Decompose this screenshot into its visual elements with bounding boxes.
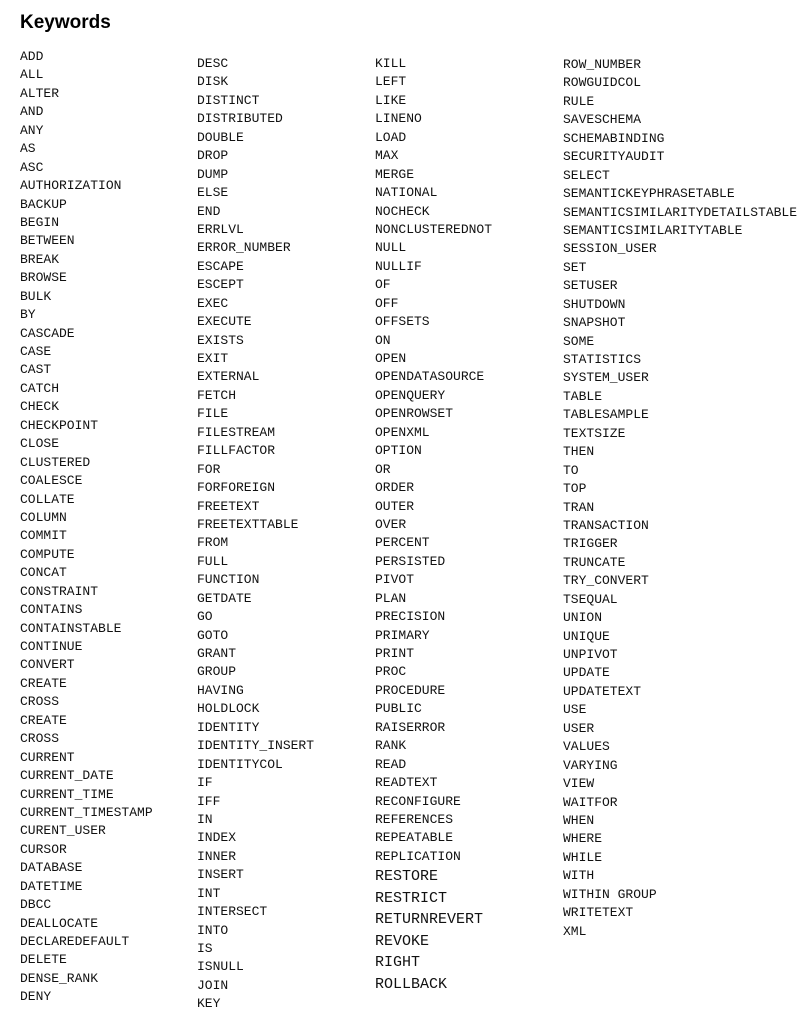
keyword-item: CURRENT_TIME: [20, 786, 114, 802]
keyword-column-2: [197, 55, 314, 1014]
keyword-item: CONVERT: [20, 657, 75, 673]
keyword-item: SNAPSHOT: [563, 315, 626, 331]
keyword-item: TRUNCATE: [563, 554, 626, 570]
keyword-item: PERCENT: [375, 535, 430, 551]
keyword-item: INNER: [197, 848, 237, 864]
keyword-item: WRITETEXT: [563, 905, 634, 921]
keyword-item: WHILE: [563, 849, 603, 865]
keyword-item: RULE: [563, 93, 595, 109]
keyword-item: CONTAINS: [20, 602, 83, 618]
keyword-item: FILE: [197, 406, 229, 422]
keyword-item: EXEC: [197, 295, 229, 311]
keyword-item: EXECUTE: [197, 314, 252, 330]
keyword-item: COALESCE: [20, 473, 83, 489]
keyword-item: RETURNREVERT: [375, 911, 484, 929]
keyword-item: CREATE: [20, 712, 67, 728]
keyword-item: AUTHORIZATION: [20, 178, 122, 194]
keyword-item: INTO: [197, 922, 229, 938]
keyword-item: PIVOT: [375, 572, 415, 588]
keyword-item: KILL: [375, 56, 407, 71]
keyword-item: SAVESCHEMA: [563, 112, 642, 128]
keyword-item: IN: [197, 811, 213, 827]
keyword-item: VARYING: [563, 757, 618, 773]
keyword-item: CURSOR: [20, 841, 67, 857]
keyword-item: PUBLIC: [375, 701, 422, 717]
keyword-item: OPENROWSET: [375, 406, 454, 422]
keyword-item: TRIGGER: [563, 536, 618, 552]
keyword-column-3: [375, 55, 492, 866]
keyword-item: DISTINCT: [197, 92, 260, 108]
keyword-item: STATISTICS: [563, 352, 642, 367]
keyword-item: SCHEMABINDING: [563, 130, 665, 146]
keyword-item: READTEXT: [375, 775, 438, 791]
keyword-item: OPEN: [375, 351, 407, 366]
keyword-item: ESCEPT: [197, 277, 244, 293]
keyword-item: ALL: [20, 67, 44, 83]
keyword-item: OF: [375, 277, 391, 293]
keyword-item: AS: [20, 141, 36, 157]
keyword-item: GETDATE: [197, 590, 252, 606]
keyword-item: SEMANTICKEYPHRASETABLE: [563, 186, 735, 202]
keyword-item: HAVING: [197, 682, 244, 698]
keyword-item: CHECKPOINT: [20, 417, 99, 433]
keyword-item: CONSTRAINT: [20, 583, 99, 599]
keyword-item: FUNCTION: [197, 572, 260, 588]
keyword-item: TABLE: [563, 388, 603, 404]
keyword-item: RESTRICT: [375, 889, 448, 907]
keyword-item: DENSE_RANK: [20, 970, 99, 986]
keyword-item: ESCAPE: [197, 258, 244, 274]
keyword-item: FREETEXT: [197, 498, 260, 514]
keyword-item: SEMANTICSIMILARITYTABLE: [563, 222, 743, 238]
keyword-item: TO: [563, 462, 579, 478]
keyword-column-3-large: [375, 866, 483, 996]
keyword-item: ORDER: [375, 480, 415, 496]
keyword-item: LOAD: [375, 129, 407, 145]
keyword-item: ALTER: [20, 85, 60, 101]
keyword-item: WAITFOR: [563, 794, 618, 810]
keyword-item: AND: [20, 104, 44, 120]
keyword-item: NONCLUSTEREDNOT: [375, 221, 493, 237]
keyword-item: DOUBLE: [197, 129, 244, 145]
keyword-item: DATETIME: [20, 878, 83, 894]
keyword-item: WHEN: [563, 812, 595, 828]
keyword-item: CROSS: [20, 731, 60, 747]
keyword-item: TSEQUAL: [563, 591, 618, 607]
keyword-item: UNIQUE: [563, 628, 610, 644]
keyword-item: BY: [20, 307, 36, 323]
keyword-item: PRINT: [375, 646, 415, 661]
keyword-item: IDENTITYCOL: [197, 756, 283, 772]
keyword-item: RIGHT: [375, 954, 421, 972]
keyword-item: TABLESAMPLE: [563, 407, 649, 423]
keyword-item: OVER: [375, 516, 407, 532]
keyword-item: UPDATETEXT: [563, 683, 642, 699]
keyword-item: CROSS: [20, 694, 60, 710]
keyword-item: ADD: [20, 49, 44, 64]
keyword-item: DATABASE: [20, 860, 83, 876]
keyword-item: FORFOREIGN: [197, 480, 276, 496]
keyword-item: FULL: [197, 553, 229, 569]
keyword-item: DROP: [197, 148, 229, 164]
keyword-item: OFF: [375, 295, 399, 311]
keyword-item: PLAN: [375, 590, 407, 606]
keyword-item: PERSISTED: [375, 553, 446, 569]
keyword-item: CATCH: [20, 380, 60, 396]
keyword-item: CASE: [20, 344, 52, 359]
keyword-item: DENY: [20, 989, 52, 1005]
keyword-item: NULLIF: [375, 258, 422, 274]
keyword-item: INDEX: [197, 830, 237, 846]
keyword-item: EXIT: [197, 351, 229, 366]
keyword-item: SHUTDOWN: [563, 296, 626, 312]
keyword-item: GOTO: [197, 627, 229, 643]
keyword-item: MAX: [375, 148, 399, 164]
keyword-item: NOCHECK: [375, 203, 430, 219]
keyword-item: EXTERNAL: [197, 369, 260, 385]
keyword-item: FETCH: [197, 387, 237, 403]
keyword-item: FREETEXTTABLE: [197, 516, 299, 532]
keyword-item: ANY: [20, 122, 44, 138]
keyword-item: DISTRIBUTED: [197, 111, 283, 127]
keyword-item: MERGE: [375, 166, 415, 182]
keyword-item: CONTINUE: [20, 639, 83, 654]
keyword-item: ROWGUIDCOL: [563, 75, 642, 91]
keyword-item: NATIONAL: [375, 185, 438, 201]
keyword-item: TRANSACTION: [563, 517, 649, 533]
keyword-item: SELECT: [563, 167, 610, 183]
keyword-item: COLUMN: [20, 509, 67, 525]
keyword-item: TRY_CONVERT: [563, 573, 649, 589]
keyword-item: UNPIVOT: [563, 647, 618, 662]
keyword-item: FOR: [197, 461, 221, 477]
keyword-item: WITH: [563, 868, 595, 884]
keyword-item: CONTAINSTABLE: [20, 620, 122, 636]
keyword-item: HOLDLOCK: [197, 701, 260, 717]
keyword-item: INTERSECT: [197, 904, 268, 920]
keyword-item: ERRLVL: [197, 221, 244, 237]
keyword-item: TEXTSIZE: [563, 425, 626, 441]
keyword-item: DELETE: [20, 952, 67, 968]
keyword-item: VALUES: [563, 739, 610, 755]
keyword-item: WHERE: [563, 831, 603, 847]
keyword-item: ON: [375, 332, 391, 348]
keyword-item: JOIN: [197, 977, 229, 993]
keyword-item: GRANT: [197, 646, 237, 661]
keyword-item: CURRENT_DATE: [20, 768, 114, 784]
keyword-item: OFFSETS: [375, 314, 430, 330]
keyword-item: SECURITYAUDIT: [563, 149, 665, 165]
keyword-item: SETUSER: [563, 278, 618, 294]
keyword-item: ELSE: [197, 185, 229, 201]
keyword-item: UPDATE: [563, 665, 610, 681]
keyword-item: PROCEDURE: [375, 682, 446, 698]
keyword-item: LINENO: [375, 111, 422, 127]
keyword-item: SEMANTICSIMILARITYDETAILSTABLE: [563, 204, 797, 220]
keyword-item: SET: [563, 259, 587, 275]
keyword-item: INT: [197, 885, 221, 901]
keyword-item: IDENTITY: [197, 719, 260, 735]
keyword-item: IFF: [197, 793, 221, 809]
keyword-item: END: [197, 203, 221, 219]
keyword-item: REVOKE: [375, 932, 430, 950]
keyword-item: BEGIN: [20, 214, 60, 230]
keyword-item: TOP: [563, 481, 587, 497]
keyword-item: ISNULL: [197, 959, 244, 975]
keyword-item: DUMP: [197, 166, 229, 182]
keyword-item: REPEATABLE: [375, 830, 454, 846]
keyword-item: LIKE: [375, 92, 407, 108]
keyword-item: CASCADE: [20, 325, 75, 341]
keyword-item: INSERT: [197, 867, 244, 883]
keyword-item: IF: [197, 775, 213, 791]
keyword-item: REFERENCES: [375, 811, 454, 827]
keyword-item: BREAK: [20, 251, 60, 267]
keyword-item: VIEW: [563, 776, 595, 792]
keyword-item: CURENT_USER: [20, 823, 106, 839]
keyword-item: OPENDATASOURCE: [375, 369, 485, 385]
keyword-column-1: [20, 48, 153, 1007]
keyword-item: CURRENT_TIMESTAMP: [20, 804, 153, 820]
keyword-item: BROWSE: [20, 270, 67, 286]
keyword-item: OUTER: [375, 498, 415, 514]
keyword-item: PRECISION: [375, 609, 446, 625]
page-title: Keywords: [20, 12, 111, 33]
keyword-item: RANK: [375, 738, 407, 754]
keyword-item: COMPUTE: [20, 546, 75, 562]
keyword-item: PROC: [375, 664, 407, 680]
keyword-item: CLOSE: [20, 436, 60, 452]
keyword-item: READ: [375, 756, 407, 772]
keyword-item: SYSTEM_USER: [563, 370, 649, 386]
keyword-item: ROW_NUMBER: [563, 57, 642, 72]
keyword-item: CAST: [20, 362, 52, 378]
keyword-item: COLLATE: [20, 491, 75, 507]
keyword-item: SESSION_USER: [563, 241, 657, 257]
keyword-item: CONCAT: [20, 565, 67, 581]
keyword-item: IS: [197, 941, 213, 956]
keyword-item: ASC: [20, 159, 44, 175]
keyword-item: DBCC: [20, 897, 52, 913]
keyword-item: FROM: [197, 535, 229, 551]
keyword-item: OPTION: [375, 443, 422, 459]
keyword-item: USE: [563, 702, 587, 718]
keyword-item: EXISTS: [197, 332, 244, 348]
keyword-item: GROUP: [197, 664, 237, 680]
keyword-item: ROLLBACK: [375, 975, 448, 993]
keyword-item: RAISERROR: [375, 719, 446, 735]
keyword-item: FILLFACTOR: [197, 443, 276, 459]
keyword-item: OR: [375, 461, 391, 477]
keyword-item: BACKUP: [20, 196, 67, 212]
keyword-column-4: [563, 56, 797, 941]
keyword-item: SOME: [563, 333, 595, 349]
keyword-item: BULK: [20, 288, 52, 304]
keyword-item: GO: [197, 609, 213, 625]
keyword-item: CHECK: [20, 399, 60, 415]
keyword-item: CURRENT: [20, 749, 75, 765]
keyword-item: IDENTITY_INSERT: [197, 738, 315, 754]
keyword-item: COMMIT: [20, 528, 67, 544]
keyword-item: KEY: [197, 996, 221, 1012]
keyword-item: TRAN: [563, 499, 595, 515]
keyword-item: DECLAREDEFAULT: [20, 934, 130, 949]
keyword-item: ERROR_NUMBER: [197, 240, 291, 256]
keyword-item: BETWEEN: [20, 233, 75, 249]
keyword-item: DEALLOCATE: [20, 915, 99, 931]
keyword-item: PRIMARY: [375, 627, 430, 643]
keyword-item: RESTORE: [375, 868, 439, 885]
keyword-item: RECONFIGURE: [375, 793, 461, 809]
keyword-item: THEN: [563, 444, 595, 460]
keyword-item: CREATE: [20, 675, 67, 691]
keyword-item: DISK: [197, 74, 229, 90]
keyword-item: CLUSTERED: [20, 454, 91, 470]
keyword-item: USER: [563, 720, 595, 736]
keyword-item: UNION: [563, 610, 603, 626]
keyword-item: NULL: [375, 240, 407, 256]
keyword-item: DESC: [197, 56, 229, 71]
keyword-item: XML: [563, 923, 587, 939]
keyword-item: FILESTREAM: [197, 424, 276, 440]
keyword-item: OPENQUERY: [375, 387, 446, 403]
keyword-item: LEFT: [375, 74, 407, 90]
keyword-item: OPENXML: [375, 424, 430, 440]
keyword-item: REPLICATION: [375, 848, 461, 864]
keyword-item: WITHIN GROUP: [563, 886, 657, 902]
